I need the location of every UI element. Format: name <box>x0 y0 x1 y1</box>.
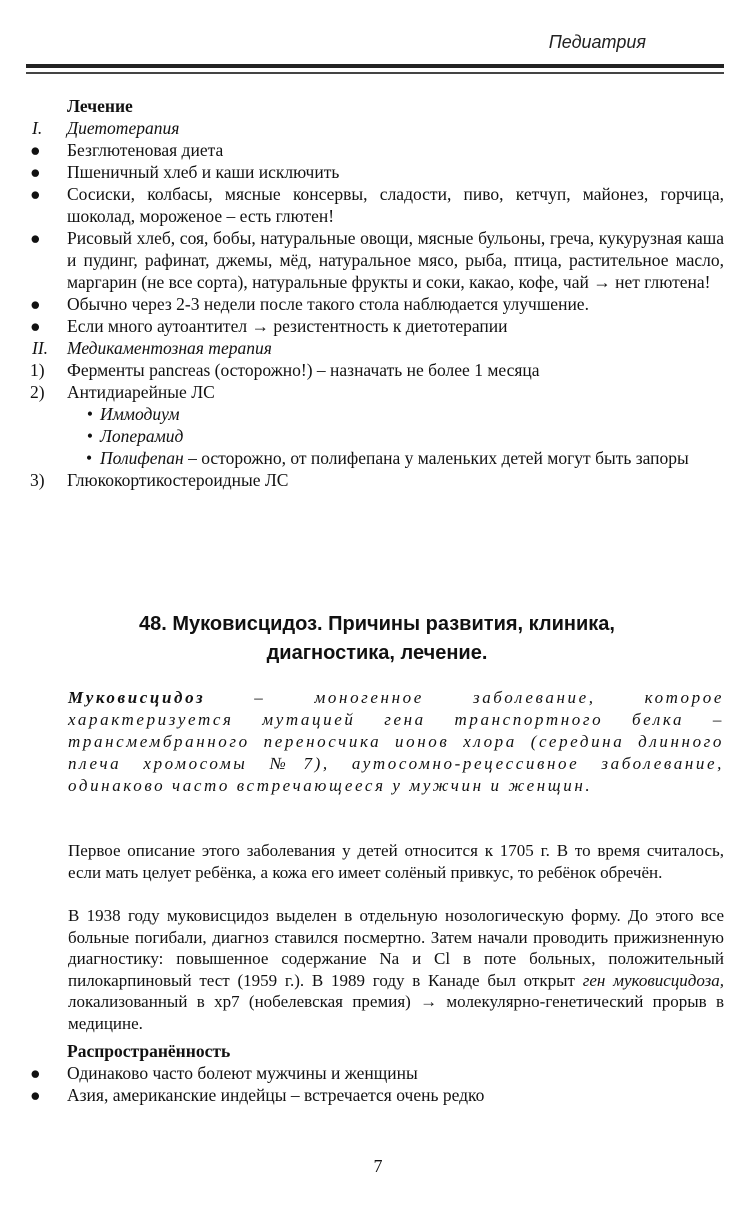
list-item-text: Рисовый хлеб, соя, бобы, натуральные овощи, мясные бульоны, греча, кукурузная каша и пудинг, рафинат, джемы, мёд, натуральное мясо, рыба, птица, растительное масло, маргарин (не все сорта), натуральные фрукты и соки, какао, кофе, чай → нет глютена! <box>67 228 724 292</box>
sub-list-item <box>30 447 724 469</box>
numbered-item <box>30 359 724 381</box>
list-item <box>30 315 724 337</box>
treatment-section <box>30 95 724 491</box>
list-item-text: Сосиски, колбасы, мясные консервы, сладости, пиво, кетчуп, майонез, горчица, шоколад, мороженое – есть глютен! <box>67 184 724 226</box>
list-item <box>30 293 724 315</box>
drug-note: – осторожно, от полифепана у маленьких детей могут быть запоры <box>183 448 689 468</box>
list-item-text: Обычно через 2-3 недели после такого стола наблюдается улучшение. <box>67 294 589 314</box>
prevalence-section <box>30 1040 724 1106</box>
drug-name: Иммодиум <box>100 404 180 424</box>
item-number: 2) <box>30 382 45 402</box>
history-paragraph-2 <box>68 905 724 1034</box>
section-numeral: II. <box>32 338 49 358</box>
header-rule-thin <box>26 72 724 74</box>
sub-list-item <box>30 403 724 425</box>
list-item-text: Безглютеновая диета <box>67 140 224 160</box>
section-diet-therapy <box>30 117 724 139</box>
item-text: Антидиарейные ЛС <box>67 382 215 402</box>
list-item <box>30 227 724 293</box>
page-number: 7 <box>373 1156 383 1176</box>
history-paragraph-1: Первое описание этого заболевания у детей относится к 1705 г. В то время считалось, если мать целует ребёнка, а кожа его имеет солёный привкус, то ребёнок обречён. <box>68 841 724 882</box>
drug-name: Полифепан <box>100 448 184 468</box>
definition-text: – моногенное заболевание, которое характеризуется мутацией гена транспортного белка – трансмембранного переносчика ионов хлора (середина длинного плеча хромосомы №7), аутосомно-рецессивное заболевание, одинаково часто встречающееся у мужчин и женщин. <box>68 688 724 795</box>
item-text: Глюкокортикостероидные ЛС <box>67 470 289 490</box>
list-item <box>30 161 724 183</box>
list-item-text: Если много аутоантител → резистентность к диетотерапии <box>67 316 508 336</box>
bullet-icon: ● <box>30 316 41 336</box>
bullet-icon: ● <box>30 1085 41 1105</box>
list-item-text: Одинаково часто болеют мужчины и женщины <box>67 1063 418 1083</box>
bullet-icon: • <box>86 448 93 468</box>
header-rule-thick <box>26 64 724 68</box>
emphasized-term: ген муковисцидоза, <box>582 970 724 990</box>
section-title: Диетотерапия <box>67 118 180 138</box>
chapter-title <box>30 610 724 668</box>
chapter-title-line2: диагностика, лечение. <box>266 642 488 664</box>
sub-list-item <box>30 425 724 447</box>
bullet-icon: ● <box>30 162 41 182</box>
definition-paragraph <box>68 687 724 797</box>
item-number: 1) <box>30 360 45 380</box>
bullet-icon: • <box>86 404 94 424</box>
bullet-icon: ● <box>30 184 41 204</box>
header-title: Педиатрия <box>548 32 646 52</box>
bullet-icon: ● <box>30 1063 41 1083</box>
treatment-heading: Лечение <box>67 96 133 116</box>
section-drug-therapy <box>30 337 724 359</box>
drug-name: Лоперамид <box>100 426 184 446</box>
bullet-icon: ● <box>30 140 41 160</box>
list-item <box>30 183 724 227</box>
item-number: 3) <box>30 470 45 490</box>
list-item-text: Пшеничный хлеб и каши исключить <box>67 162 340 182</box>
chapter-title-line1: 48. Муковисцидоз. Причины развития, клиника, <box>139 613 615 635</box>
item-text: Ферменты pancreas (осторожно!) – назначать не более 1 месяца <box>67 360 540 380</box>
list-item <box>30 139 724 161</box>
list-item <box>30 1062 724 1084</box>
bullet-icon: ● <box>30 294 41 314</box>
numbered-item <box>30 469 724 491</box>
list-item <box>30 1084 724 1106</box>
numbered-item <box>30 381 724 403</box>
definition-term: Муковисцидоз <box>68 688 206 707</box>
running-header <box>0 28 756 76</box>
list-item-text: Азия, американские индейцы – встречается очень редко <box>67 1085 485 1105</box>
prevalence-heading: Распространённость <box>67 1041 231 1061</box>
bullet-icon: • <box>86 426 94 446</box>
section-title: Медикаментозная терапия <box>67 338 272 358</box>
bullet-icon: ● <box>30 228 41 248</box>
paragraph-text: локализованный в xp7 (нобелевская премия) → молекулярно-генетический прорыв в медицине. <box>68 992 724 1033</box>
paragraph-text: В 1938 году муковисцидоз выделен в отдельную нозологическую форму. До этого все больные погибали, диагноз ставился посмертно. Затем начали проводить прижизненную диагностику: повышенное содержание Na и Cl в поте больных, положительный пилокарпиновый тест (1959 г.). В 1989 году в Канаде был открыт <box>68 906 724 990</box>
section-numeral: I. <box>32 118 43 138</box>
